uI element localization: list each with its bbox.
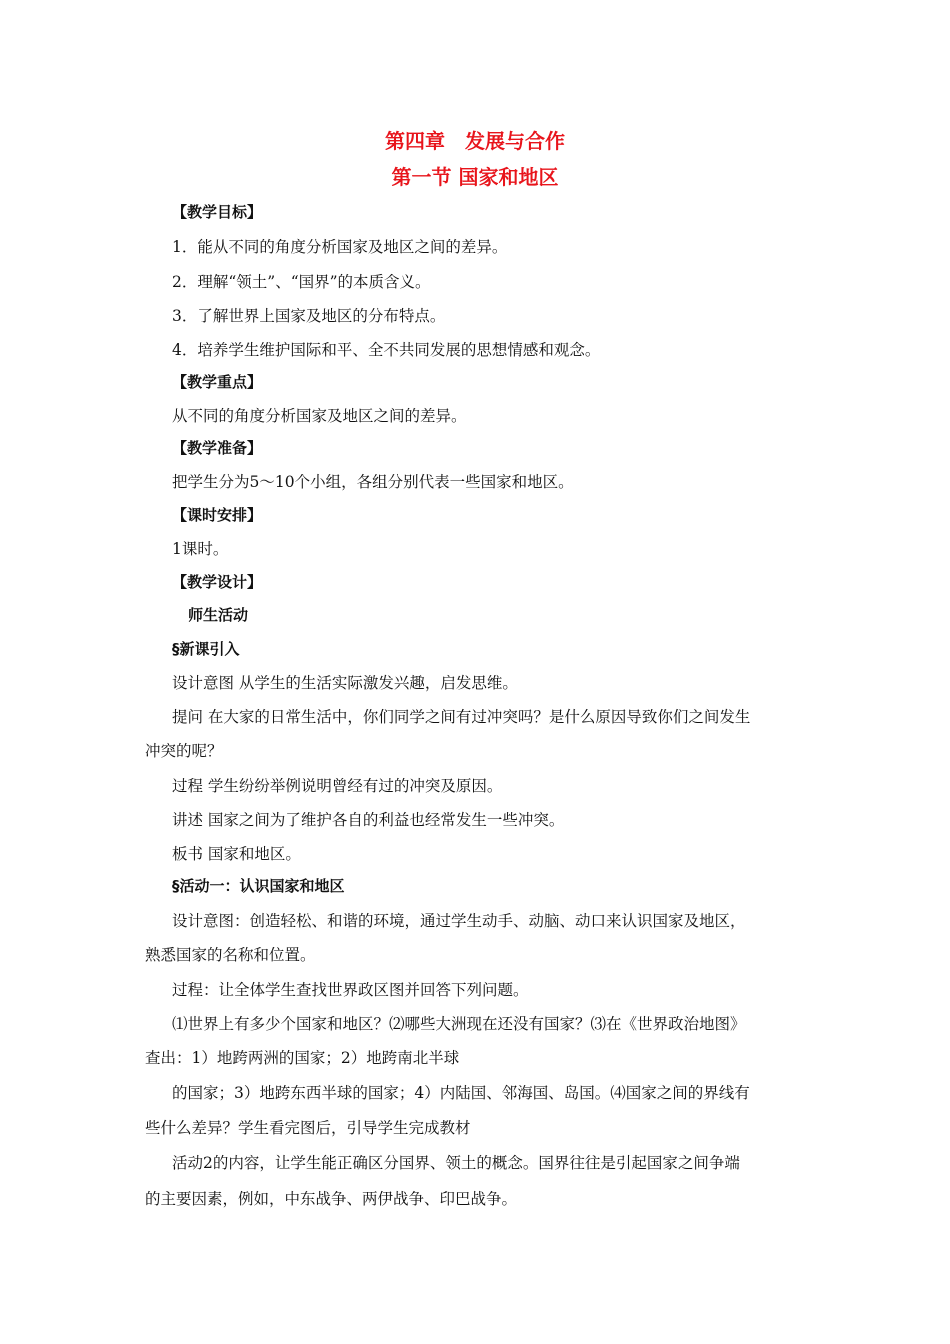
intro-lecture: 讲述 国家之间为了维护各自的利益也经常发生一些冲突。 <box>172 811 565 829</box>
activity-2-text-1: 活动2的内容，让学生能正确区分国界、领土的概念。国界往往是引起国家之间争端 <box>172 1154 740 1172</box>
activity-questions-4: 些什么差异？学生看完图后，引导学生完成教材 <box>145 1119 471 1137</box>
heading-key-points: 【教学重点】 <box>172 373 263 391</box>
activity-process: 过程：让全体学生查找世界政区图并回答下列问题。 <box>172 981 529 999</box>
schedule-text: 1课时。 <box>172 540 229 558</box>
objective-2: 2．理解“领土”、“国界”的本质含义。 <box>172 273 431 291</box>
activity-questions-1: ⑴世界上有多少个国家和地区？⑵哪些大洲现在还没有国家？⑶在《世界政治地图》 <box>172 1015 746 1033</box>
section-title: 第一节 国家和地区 <box>391 165 559 189</box>
chapter-title: 第四章 发展与合作 <box>385 129 565 153</box>
heading-design: 【教学设计】 <box>172 573 263 591</box>
heading-preparation: 【教学准备】 <box>172 439 263 457</box>
preparation-text: 把学生分为5～10个小组，各组分别代表一些国家和地区。 <box>172 473 574 491</box>
activity-2-text-2: 的主要因素，例如，中东战争、两伊战争、印巴战争。 <box>145 1190 518 1208</box>
activity-questions-3: 的国家；3）地跨东西半球的国家；4）内陆国、邻海国、岛国。⑷国家之间的界线有 <box>172 1084 750 1102</box>
heading-activity-1: §活动一：认识国家和地区 <box>172 877 345 895</box>
intro-board: 板书 国家和地区。 <box>172 845 301 863</box>
heading-schedule: 【课时安排】 <box>172 506 263 524</box>
intro-question-2: 冲突的呢？ <box>145 742 223 760</box>
activity-intent-2: 熟悉国家的名称和位置。 <box>145 946 316 964</box>
objective-3: 3．了解世界上国家及地区的分布特点。 <box>172 307 446 325</box>
heading-intro: §新课引入 <box>172 640 240 658</box>
key-points-text: 从不同的角度分析国家及地区之间的差异。 <box>172 407 467 425</box>
activity-questions-2: 查出：1）地跨两洲的国家；2）地跨南北半球 <box>145 1049 460 1067</box>
teacher-student-activity: 师生活动 <box>188 606 249 624</box>
intro-question-1: 提问 在大家的日常生活中，你们同学之间有过冲突吗？是什么原因导致你们之间发生 <box>172 708 751 726</box>
intro-process: 过程 学生纷纷举例说明曾经有过的冲突及原因。 <box>172 777 503 795</box>
activity-intent-1: 设计意图：创造轻松、和谐的环境，通过学生动手、动脑、动口来认识国家及地区， <box>172 912 746 930</box>
objective-1: 1．能从不同的角度分析国家及地区之间的差异。 <box>172 238 508 256</box>
intro-intent: 设计意图 从学生的生活实际激发兴趣，启发思维。 <box>172 674 518 692</box>
objective-4: 4．培养学生维护国际和平、全不共同发展的思想情感和观念。 <box>172 341 601 359</box>
heading-objectives: 【教学目标】 <box>172 203 263 221</box>
